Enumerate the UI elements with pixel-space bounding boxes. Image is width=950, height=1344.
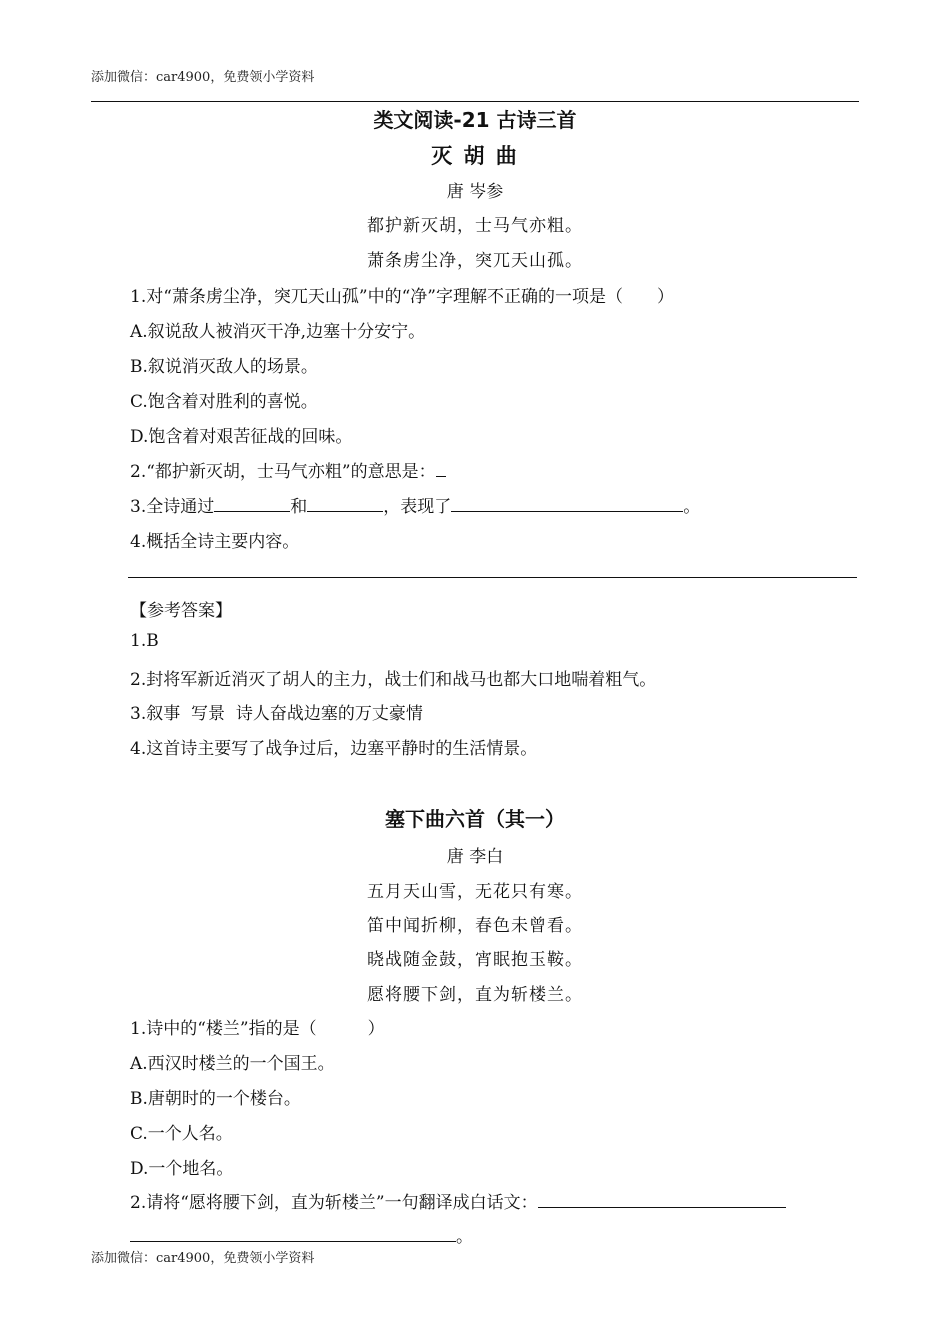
answer-blank[interactable] (451, 495, 683, 512)
answer-blank[interactable] (130, 1225, 456, 1242)
poem2-option-c: C.一个人名。 (130, 1124, 233, 1144)
answer-blank[interactable] (214, 495, 290, 512)
poem1-question-1: 1.对“萧条虏尘净，突兀天山孤”中的“净”字理解不正确的一项是（ ） (130, 287, 674, 307)
question-3-end: 。 (683, 497, 701, 517)
poem1-title: 灭 胡 曲 (431, 144, 519, 168)
poem2-line: 五月天山雪，无花只有寒。 (367, 882, 583, 902)
header-note: 添加微信：car4900，免费领小学资料 (91, 70, 315, 85)
answer-3: 3.叙事 写景 诗人奋战边塞的万丈豪情 (130, 704, 423, 724)
question-2-text: 2.“都护新灭胡，士马气亦粗”的意思是： (130, 462, 436, 482)
poem1-line: 萧条虏尘净，突兀天山孤。 (367, 251, 583, 271)
poem2-line: 笛中闻折柳，春色未曾看。 (367, 916, 583, 936)
footer-note: 添加微信：car4900，免费领小学资料 (91, 1251, 315, 1266)
poem1-line: 都护新灭胡，士马气亦粗。 (367, 216, 583, 236)
poem2-option-b: B.唐朝时的一个楼台。 (130, 1089, 301, 1109)
answer-blank[interactable] (307, 495, 383, 512)
question-3-part-a: 3.全诗通过 (130, 497, 215, 517)
poem2-author: 唐 李白 (446, 847, 504, 867)
poem1-option-d: D.饱含着对艰苦征战的回味。 (130, 427, 353, 447)
section-divider (128, 577, 857, 578)
header-rule (91, 101, 859, 102)
poem1-question-4: 4.概括全诗主要内容。 (130, 532, 300, 552)
poem2-question-2 (130, 1188, 786, 1213)
question-2-text: 2.请将“愿将腰下剑，直为斩楼兰”一句翻译成白话文： (130, 1193, 538, 1213)
poem2-title: 塞下曲六首（其一） (385, 807, 565, 831)
answer-blank[interactable] (538, 1191, 786, 1208)
answers-heading: 【参考答案】 (130, 601, 232, 621)
poem1-option-a: A.叙说敌人被消灭干净,边塞十分安宁。 (130, 322, 426, 342)
answer-blank[interactable] (436, 460, 446, 477)
poem2-line: 愿将腰下剑，直为斩楼兰。 (367, 985, 583, 1005)
poem2-option-a: A.西汉时楼兰的一个国王。 (130, 1054, 335, 1074)
poem1-option-b: B.叙说消灭敌人的场景。 (130, 357, 318, 377)
poem2-question-2-continued (130, 1222, 473, 1247)
poem2-option-d: D.一个地名。 (130, 1159, 234, 1179)
poem2-line: 晓战随金鼓，宵眠抱玉鞍。 (367, 950, 583, 970)
answer-1: 1.B (130, 631, 159, 651)
answer-2: 2.封将军新近消灭了胡人的主力，战士们和战马也都大口地喘着粗气。 (130, 670, 657, 690)
question-3-part-c: ，表现了 (383, 497, 452, 517)
poem1-question-3 (130, 492, 700, 517)
answer-4: 4.这首诗主要写了战争过后，边塞平静时的生活情景。 (130, 739, 538, 759)
question-2-end: 。 (456, 1227, 473, 1247)
poem1-question-2 (130, 457, 446, 482)
poem1-author: 唐 岑参 (446, 182, 504, 202)
poem2-question-1: 1.诗中的“楼兰”指的是（ ） (130, 1019, 385, 1039)
document-title: 类文阅读-21 古诗三首 (373, 108, 577, 132)
poem1-option-c: C.饱含着对胜利的喜悦。 (130, 392, 318, 412)
question-3-part-b: 和 (290, 497, 308, 517)
